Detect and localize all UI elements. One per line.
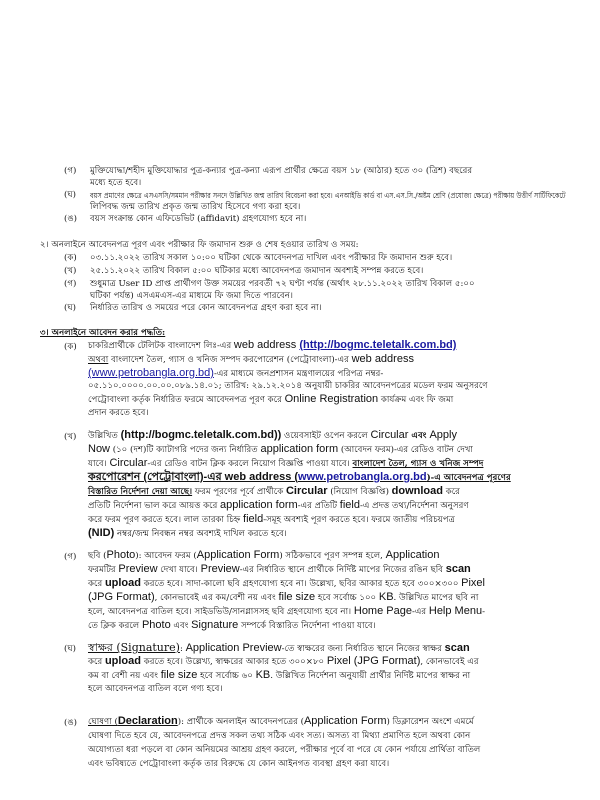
paragraph-line [88, 656, 479, 668]
paragraph-line [88, 458, 483, 470]
text-run: upload [104, 577, 141, 589]
item-marker: (খ) [64, 266, 77, 276]
text-run: উল্লিখিত [88, 431, 121, 441]
text-run: field [243, 513, 264, 525]
paragraph-line [88, 444, 473, 456]
text-run: Preview [200, 563, 240, 575]
text-run: Application Form [196, 549, 280, 561]
paragraph-line [88, 430, 457, 442]
text-run: . উল্লিখিত নির্দেশনা অনুযায়ী প্রার্থীর নির্দিষ্ট মাপের স্বাক্ষর না [270, 671, 471, 681]
text-run: (১০ (দশ)টি ক্যাটাগরি পদের জন্য নির্ধারিত [110, 445, 261, 455]
text-run: করতে হবে। সাদা-কালো ছবি গ্রহণযোগ্য হবে না। উল্লেখ্য, ছবির আকার হতে হবে ৩০০×৩০০ [141, 579, 462, 589]
text-run: এবং [408, 431, 430, 441]
text-run: তে ক্লিক করলে [88, 621, 142, 631]
text-run: ফরম পূরণের পূর্বে প্রার্থীকে [192, 487, 286, 497]
section-heading: ৩। অনলাইনে আবেদন করার পদ্ধতি: [40, 328, 166, 338]
text-run: , কোনভাবেই এর [420, 657, 479, 667]
text-run: Circular [109, 457, 148, 469]
text-run: ) সঠিকভাবে পূরণ সম্পন্ন হলে, [279, 551, 386, 561]
text-run: ঘোষণা ( [88, 717, 118, 727]
text-run: Apply [429, 429, 457, 441]
item-marker: (ঘ) [64, 190, 77, 200]
paragraph-line [88, 394, 453, 406]
text-run: web address [233, 339, 300, 351]
paragraph-line: ঘটিকা পর্যন্ত) এসএমএস-এর মাধ্যমে ফি জমা দিতে পারবেন। [90, 291, 293, 301]
paragraph-line [88, 486, 460, 498]
paragraph-line [88, 592, 478, 604]
text-run: বাংলাদেশ তৈল, গ্যাস ও খনিজ সম্পদ [352, 459, 484, 469]
paragraph-line [88, 472, 511, 484]
petrobangla-link[interactable]: (www.petrobangla.org.bd) [88, 367, 214, 379]
text-run: করে [442, 487, 460, 497]
paragraph-line: নির্ধারিত তারিখ ও সময়ের পরে কোন আবেদনপত্র গ্রহণ করা হবে না। [90, 303, 322, 313]
text-run: (নিয়োগ বিজ্ঞপ্তি) [327, 487, 392, 497]
paragraph-line: প্রদান করতে হবে। [88, 408, 149, 418]
paragraph-line: শুধুমাত্র User ID প্রাপ্ত প্রার্থীগণ উক্ত সময়ের পরবর্তী ৭২ ঘণ্টা পর্যন্ত (অর্থাৎ ২৮.১১.২০২২ তারিখ বিকাল ৫:০০ [90, 279, 475, 289]
text-run: যাবে। [88, 459, 110, 469]
item-marker: (গ) [64, 279, 77, 289]
text-run: Application [385, 549, 440, 561]
item-marker: (ঘ) [64, 644, 77, 654]
text-run: করে [88, 657, 105, 667]
text-run: সম্পর্কে বিস্তারিত নির্দেশনা পাওয়া যাবে। [238, 621, 376, 631]
text-run: করপোরেশন (পেট্রোবাংলা)-এর web address ( [88, 471, 299, 483]
text-run: Pixel (JPG Format) [326, 655, 421, 667]
text-run: scan [444, 642, 470, 654]
text-run: করে [88, 579, 105, 589]
paragraph-line: বয়স সংক্রান্ত কোন এফিডেভিট (affidavit) গ্রহণযোগ্য হবে না। [90, 214, 307, 224]
text-run: KB [378, 591, 394, 603]
paragraph-line: এবং ভবিষ্যতে পেট্রোবাংলা কর্তৃক তার বিরুদ্ধে যে কোন আইনগত ব্যবস্থা গ্রহণ করা যাবে। [88, 759, 390, 769]
text-run: -এর [411, 607, 429, 617]
text-run: বিস্তারিত নির্দেশনা দেয়া আছে। [88, 487, 193, 497]
paragraph-line: ০৫.১১০.০০০০.০০.০০.০৮৯.১৪.০১; তারিখ: ২৯.১২.২০১৪ অনুযায়ী চাকরির আবেদনপত্রের মডেল ফরম অনুসরণে [88, 381, 488, 391]
text-run: , কোনভাবেই এর কম/বেশী নয় এবং [154, 593, 279, 603]
paragraph-line: মধ্যে হতে হবে। [90, 178, 142, 188]
item-marker: (ঙ) [64, 214, 78, 224]
paragraph-line [88, 564, 471, 576]
item-marker: (ক) [64, 342, 77, 352]
paragraph-line [88, 578, 485, 590]
paragraph-line: হলে আবেদনপত্র বাতিল বলে গণ্য হবে। [88, 684, 223, 694]
text-run: -সমূহ অবশ্যই পূরণ করতে হবে। ফরমে জাতীয় পরিচয়পত্র [263, 515, 455, 525]
text-run: Preview [118, 563, 158, 575]
text-run: -এর মাধ্যমে জনপ্রশাসন মন্ত্রণালয়ের পরিপত্র নম্বর- [213, 369, 384, 379]
text-run: ফরমটির [88, 565, 119, 575]
text-run: )-এ আবেদনপত্র পূরণের [426, 473, 511, 483]
text-run: দেখা যাবে। [157, 565, 201, 575]
text-run: Application Preview [185, 642, 282, 654]
paragraph-line: মুক্তিযোদ্ধা/শহীদ মুক্তিযোদ্ধার পুত্র-কন্যার পুত্র-কন্যা এরূপ প্রার্থীর ক্ষেত্রে বয়স ১৮ (আঠার) হতে ৩০ (ত্রিশ) বছরের [90, 166, 473, 176]
text-run: upload [104, 655, 141, 667]
text-run: application form [220, 499, 298, 511]
text-run: করে ফরম পূরণ করতে হবে। লাল তারকা চিহ্ন [88, 515, 244, 525]
paragraph-line [88, 620, 376, 632]
text-run: বাংলাদেশ তৈল, গ্যাস ও খনিজ সম্পদ করপোরেশন (পেট্রোবাংলা)-এর [108, 355, 352, 365]
text-run: download [391, 485, 443, 497]
text-run: Online Registration [284, 393, 379, 405]
text-run: Signature [191, 619, 239, 631]
text-run: : [179, 644, 186, 654]
text-run: হবে সর্বোচ্চ ৬০ [197, 671, 256, 681]
text-run: web address [351, 353, 414, 365]
text-run: -এর নির্ধারিত স্থানে প্রার্থীকে নির্দিষ্ট মাপের নিজের রঙিন ছবি [239, 565, 446, 575]
paragraph-line: ২৫.১১.২০২২ তারিখ বিকাল ৫:০০ ঘটিকার মধ্যে আবেদনপত্র জমাদান অবশ্যই সম্পন্ন করতে হবে। [90, 266, 424, 276]
text-run: Circular [370, 429, 409, 441]
text-run: ওয়েবসাইট ওপেন করলে [281, 431, 371, 441]
text-run: করতে হবে। উল্লেখ্য, স্বাক্ষরের আকার হতে ৩০০×৮০ [141, 657, 327, 667]
text-run: . উল্লিখিত মাপের ছবি না [393, 593, 479, 603]
paragraph-line [88, 642, 470, 655]
text-run: ): প্রার্থীকে অনলাইন আবেদনপত্রের ( [177, 717, 304, 727]
text-run: নম্বর/জন্ম নিবন্ধন নম্বর অবশ্যই দাখিল করতে হবে। [114, 529, 287, 539]
paragraph-line [88, 514, 455, 526]
text-run: এবং [170, 621, 192, 631]
text-run: ) ডিক্লারেশন অংশে এমর্মে [386, 717, 474, 727]
item-marker: (ঙ) [64, 718, 78, 728]
text-run: (NID) [88, 527, 115, 539]
text-run: কম বা বেশী নয় এবং [88, 671, 161, 681]
paragraph-line: ০৩.১১.২০২২ তারিখ সকাল ১০:০০ ঘটিকা থেকে আবেদনপত্র দাখিল এবং পরীক্ষার ফি জমাদান শুরু হবে। [90, 253, 453, 263]
paragraph-line: বয়স প্রমাণের ক্ষেত্রে এসএসসি/সমমান পরীক্ষার সনদে উল্লিখিত জন্ম তারিখ বিবেচনা করা হবে। এনআইডি কার্ড বা এস.এস.সি./অষ্টম শ্রেণি (প্রযোজ্য ক্ষেত্রে) পরীক্ষায় উত্তীর্ণ সার্টিফিকেটে [90, 191, 566, 200]
text-run: scan [445, 563, 471, 575]
paragraph-line [88, 368, 383, 380]
text-run: Declaration [117, 715, 178, 727]
petrobangla-link[interactable]: www.petrobangla.org.bd [298, 471, 427, 483]
text-run: -এ প্রদত্ত তথ্য/নির্দেশনা অনুসরণ [359, 501, 469, 511]
text-run: Circular [285, 485, 328, 497]
text-run: Photo [106, 549, 136, 561]
text-run: Home Page [353, 605, 412, 617]
text-run: -এর প্রতিটি [297, 501, 340, 511]
teletalk-link[interactable]: (http://bogmc.teletalk.com.bd) [299, 339, 457, 351]
paragraph-line: অযোগ্যতা ধরা পড়লে বা কোন অনিয়মের আশ্রয় গ্রহণ করলে, পরীক্ষার পূর্বে বা পরে যে কোন পর্যায়ে প্রার্থিতা বাতিল [88, 745, 481, 755]
item-marker: (গ) [64, 552, 77, 562]
text-run: Application Form [303, 715, 387, 727]
text-run: field [339, 499, 360, 511]
text-run: স্বাক্ষর (Signature) [88, 641, 180, 654]
text-run: KB [255, 669, 271, 681]
item-marker: (ঘ) [64, 303, 77, 313]
text-run: -এর রেডিও বাটন ক্লিক করলে নিয়োগ বিজ্ঞপ্তি পাওয়া যাবে। [147, 459, 353, 469]
text-run: অথবা [88, 355, 109, 365]
paragraph-line [88, 550, 439, 562]
text-run: Photo [141, 619, 171, 631]
text-run: Pixel [461, 577, 485, 589]
paragraph-line: লিপিবদ্ধ জন্ম তারিখ প্রকৃত জন্ম তারিখ হিসেবে গণ্য করা হবে। [90, 202, 301, 212]
text-run: file size [278, 591, 316, 603]
text-run: চাকরিপ্রার্থীকে টেলিটক বাংলাদেশ লিঃ-এর [88, 341, 234, 351]
text-run: (http://bogmc.teletalk.com.bd)) [120, 429, 282, 441]
text-run: হলে, আবেদনপত্র বাতিল হবে। সাইডভিউ/সানগ্লাসসহ ছবি গ্রহণযোগ্য হবে না। [88, 607, 354, 617]
text-run: -তে স্বাক্ষরের জন্য নির্ধারিত স্থানে নিজের স্বাক্ষর [281, 644, 445, 654]
text-run: (JPG Format) [88, 591, 155, 603]
text-run: - [482, 607, 485, 617]
item-marker: (খ) [64, 432, 77, 442]
text-run: (আবেদন ফরম)-এর রেডিও বাটন দেখা [338, 445, 473, 455]
paragraph-line [88, 354, 414, 366]
text-run: প্রতিটি নির্দেশনা ভাল করে আয়ত্ত করে [88, 501, 221, 511]
item-marker: (ক) [64, 253, 77, 263]
text-run: ছবি ( [88, 551, 107, 561]
text-run: পেট্রোবাংলা কর্তৃক নির্ধারিত ফরমে আবেদনপত্র পূরণ করে [88, 395, 285, 405]
item-marker: (গ) [64, 166, 77, 176]
section-heading: ২। অনলাইনে আবেদনপত্র পূরণ এবং পরীক্ষার ফি জমাদান শুরু ও শেষ হওয়ার তারিখ ও সময়: [40, 240, 359, 250]
text-run: file size [160, 669, 198, 681]
paragraph-line [88, 340, 456, 352]
text-run: Now [88, 443, 111, 455]
paragraph-line: ঘোষণা দিতে হবে যে, আবেদনপত্রে প্রদত্ত সকল তথ্য সঠিক এবং সত্য। অসত্য বা মিথ্যা প্রমাণিত হলে অথবা কোন [88, 731, 471, 741]
text-run: কার্যক্রম এবং ফি জমা [378, 395, 454, 405]
text-run: হবে সর্বোচ্চ ১০০ [315, 593, 379, 603]
paragraph-line [88, 528, 287, 540]
text-run: ): আবেদন ফরম ( [135, 551, 197, 561]
paragraph-line [88, 606, 485, 618]
text-run: Help Menu [428, 605, 483, 617]
text-run: application form [260, 443, 339, 455]
paragraph-line [88, 670, 470, 682]
paragraph-line [88, 500, 469, 512]
paragraph-line [88, 716, 474, 728]
